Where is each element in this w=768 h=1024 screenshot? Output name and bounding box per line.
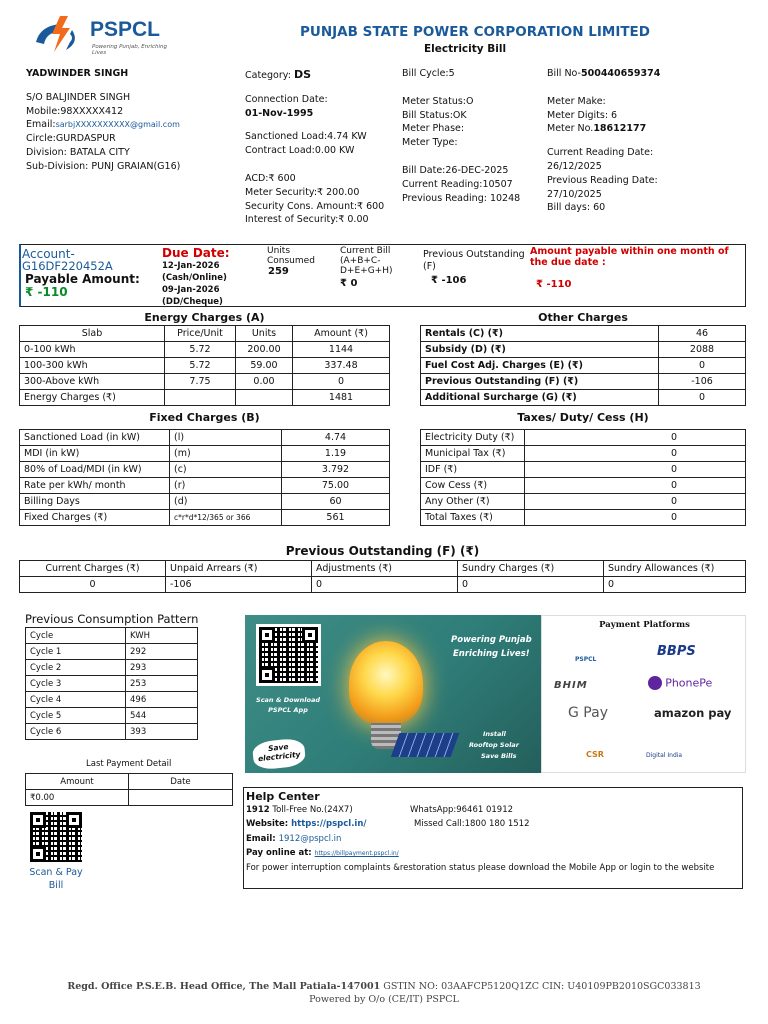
prev-outstanding: ₹ -106 <box>431 275 467 286</box>
table-row: 0-100 kWh 5.72 200.00 1144 <box>20 342 390 358</box>
table-row: 100-300 kWh 5.72 59.00 337.48 <box>20 358 390 374</box>
gpay-logo[interactable]: G Pay <box>568 705 608 721</box>
footer-line1: Regd. Office P.S.E.B. Head Office, The Mall Patiala-147001 GSTIN NO: 03AAFCP5120Q1ZC CIN: U40109PB2010SGC033813 <box>67 981 701 992</box>
whatsapp-number[interactable]: WhatsApp:96461 01912 <box>410 805 514 815</box>
consumer-subdivision: Sub-Division: PUNJ GRAIAN(G16) <box>26 160 181 172</box>
previous-reading-date-label: Previous Reading Date: <box>547 174 658 186</box>
meter-status: Meter Status:O <box>402 95 474 107</box>
taxes-table <box>420 429 746 526</box>
website-row: Website: https://pspcl.in/ <box>246 819 367 829</box>
pspcl-pay-logo[interactable]: PSPCL <box>575 656 597 663</box>
company-name: PUNJAB STATE POWER CORPORATION LIMITED <box>300 24 650 40</box>
category: Category: DS <box>245 68 311 81</box>
taxes-title: Taxes/ Duty/ Cess (H) <box>517 411 649 424</box>
current-reading: Current Reading:10507 <box>402 178 513 190</box>
bill-days: Bill days: 60 <box>547 202 606 214</box>
prev-outstanding-label: Previous Outstanding (F) <box>423 249 525 272</box>
app-download-qr-code[interactable] <box>256 624 321 686</box>
scan-download-line1: Scan & Download <box>256 696 320 704</box>
phonepe-logo[interactable]: PhonePe <box>648 676 712 690</box>
solar-line1: Install <box>483 730 506 738</box>
consumer-circle: Circle:GURDASPUR <box>26 133 116 145</box>
scan-download-line2: PSPCL App <box>268 706 308 714</box>
pspcl-logo <box>30 12 175 58</box>
pay-online-row: Pay online at: https://billpayment.pspcl.in/ <box>246 848 399 858</box>
current-bill: ₹ 0 <box>340 278 358 289</box>
table-row: IDF (₹) 0 <box>421 462 746 478</box>
sanctioned-load: Sanctioned Load:4.74 KW <box>245 131 367 143</box>
footer-line2: Powered by O/o (CE/IT) PSPCL <box>309 994 459 1005</box>
last-payment-table: Amount Date ₹0.00 <box>25 773 233 806</box>
bhim-logo[interactable]: BHIM <box>554 680 588 691</box>
table-row: Cycle 6 393 <box>26 724 198 740</box>
previous-reading-date: 27/10/2025 <box>547 188 602 200</box>
tollfree-number: 1912 Toll-Free No.(24X7) <box>246 805 353 815</box>
account-label: Account- <box>22 247 75 261</box>
table-row: Rate per kWh/ month (r) 75.00 <box>20 478 390 494</box>
other-charges-table <box>420 325 746 406</box>
bill-status: Bill Status:OK <box>402 109 467 121</box>
due-cheque-label: (DD/Cheque) <box>162 297 223 307</box>
energy-charges-table <box>19 325 390 406</box>
save-electricity-badge: Save electricity <box>252 737 307 770</box>
bill-number: Bill No-500440659374 <box>547 68 661 79</box>
interest-security: Interest of Security:₹ 0.00 <box>245 214 369 226</box>
meter-info <box>402 67 542 205</box>
contract-load: Contract Load:0.00 KW <box>245 145 355 157</box>
bill-cycle: Bill Cycle:5 <box>402 68 455 79</box>
energy-header-amount: Amount (₹) <box>293 326 390 342</box>
table-row: Previous Outstanding (F) (₹) -106 <box>421 374 746 390</box>
table-row: 300-Above kWh 7.75 0.00 0 <box>20 374 390 390</box>
phonepe-icon <box>648 676 662 690</box>
payment-platforms-panel <box>541 615 746 773</box>
table-row: Electricity Duty (₹) 0 <box>421 430 746 446</box>
meter-digits: Meter Digits: 6 <box>547 109 618 121</box>
connection-info <box>245 68 395 227</box>
bill-date: Bill Date:26-DEC-2025 <box>402 164 509 176</box>
table-row: Any Other (₹) 0 <box>421 494 746 510</box>
due-date-cheque: 09-Jan-2026 <box>162 285 220 295</box>
email-row: Email: 1912@pspcl.in <box>246 834 342 844</box>
csr-logo[interactable]: CSR <box>586 750 604 759</box>
slogan-line2: Enriching Lives! <box>453 649 530 659</box>
meter-make: Meter Make: <box>547 95 606 107</box>
within-month-amount: ₹ -110 <box>536 279 572 290</box>
energy-charges-title: Energy Charges (A) <box>144 311 265 324</box>
bill-info <box>547 67 747 215</box>
meter-phase: Meter Phase: <box>402 123 465 135</box>
consumer-info <box>26 67 241 174</box>
help-center-title: Help Center <box>246 790 320 803</box>
bill-subtitle: Electricity Bill <box>424 43 507 55</box>
logo-tagline: Powering Punjab, Enriching Lives <box>92 44 168 56</box>
fixed-charges-table <box>19 429 390 526</box>
payable-amount: ₹ -110 <box>25 285 68 299</box>
consumption-table: Cycle KWH Cycle 1 292 Cycle 2 293 Cycle 3 253 Cycle 4 496 Cycle 5 544 Cycle 6 393 <box>25 627 198 740</box>
table-row: MDI (in kW) (m) 1.19 <box>20 446 390 462</box>
consumer-name: YADWINDER SINGH <box>26 68 129 79</box>
table-row: Fixed Charges (₹) c*r*d*12/365 or 366 561 <box>20 510 390 526</box>
account-number: G16DF220452A <box>22 259 113 273</box>
table-row: Rentals (C) (₹) 46 <box>421 326 746 342</box>
table-row: 80% of Load/MDI (in kW) (c) 3.792 <box>20 462 390 478</box>
acd: ACD:₹ 600 <box>245 172 296 184</box>
solar-line3: Save Bills <box>481 752 517 760</box>
table-row: Municipal Tax (₹) 0 <box>421 446 746 462</box>
units-consumed-label: Units Consumed <box>267 246 315 266</box>
energy-header-units: Units <box>236 326 293 342</box>
slogan-line1: Powering Punjab <box>451 635 532 645</box>
table-row: Additional Surcharge (G) (₹) 0 <box>421 390 746 406</box>
solar-line2: Rooftop Solar <box>469 741 519 749</box>
meter-security: Meter Security:₹ 200.00 <box>245 186 360 198</box>
table-row: Subsidy (D) (₹) 2088 <box>421 342 746 358</box>
energy-header-slab: Slab <box>20 326 165 342</box>
consumer-email-row: Email:sarbjXXXXXXXXXX@gmail.com <box>26 119 180 131</box>
scan-pay-qr-code[interactable] <box>30 812 82 862</box>
table-row: Sanctioned Load (in kW) (l) 4.74 <box>20 430 390 446</box>
table-row: Cycle 1 292 <box>26 644 198 660</box>
amazon-pay-logo[interactable]: amazon pay <box>654 706 732 720</box>
meter-number: Meter No.18612177 <box>547 123 647 135</box>
due-online-label: (Cash/Online) <box>162 273 227 283</box>
bbps-logo[interactable]: BBPS <box>657 644 696 659</box>
connection-date-label: Connection Date: <box>245 93 328 105</box>
consumer-relation: S/O BALJINDER SINGH <box>26 91 131 103</box>
promo-banner <box>245 615 541 773</box>
payable-label: Payable Amount: <box>25 272 140 286</box>
scan-pay-label: Scan & Pay Bill <box>29 867 83 891</box>
solar-panel-icon <box>391 733 460 757</box>
table-row: ₹0.00 <box>26 790 233 806</box>
digital-india-logo[interactable]: Digital India <box>646 752 683 759</box>
table-row: Cycle 2 293 <box>26 660 198 676</box>
table-row: Cow Cess (₹) 0 <box>421 478 746 494</box>
table-row: Cycle 5 544 <box>26 708 198 724</box>
table-row: Energy Charges (₹) 1481 <box>20 390 390 406</box>
units-consumed: 259 <box>268 266 289 277</box>
meter-type: Meter Type: <box>402 137 458 149</box>
table-row: Billing Days (d) 60 <box>20 494 390 510</box>
consumption-title: Previous Consumption Pattern <box>25 612 199 626</box>
energy-header-price: Price/Unit <box>165 326 236 342</box>
previous-reading: Previous Reading: 10248 <box>402 192 521 204</box>
within-month-label: Amount payable within one month of the due date : <box>530 246 729 268</box>
help-email-link[interactable]: 1912@pspcl.in <box>278 834 342 844</box>
current-reading-date: 26/12/2025 <box>547 160 602 172</box>
security-cons-amount: Security Cons. Amount:₹ 600 <box>245 200 385 212</box>
logo-text: PSPCL <box>90 18 161 41</box>
help-center-box <box>243 787 743 889</box>
help-note: For power interruption complaints &restoration status please download the Mobile App or login to the website <box>246 863 715 873</box>
pay-online-link[interactable]: https://billpayment.pspcl.in/ <box>314 850 399 857</box>
bulb-icon <box>349 641 423 725</box>
prev-outstanding-title: Previous Outstanding (F) (₹) <box>285 544 480 558</box>
website-link[interactable]: https://pspcl.in/ <box>291 819 367 829</box>
fixed-charges-title: Fixed Charges (B) <box>149 411 260 424</box>
consumer-division: Division: BATALA CITY <box>26 146 130 158</box>
connection-date: 01-Nov-1995 <box>245 107 314 119</box>
other-charges-title: Other Charges <box>538 311 628 324</box>
table-row: 0 -106 0 0 0 <box>20 577 746 593</box>
consumer-email: sarbjXXXXXXXXXX@gmail.com <box>55 120 180 130</box>
table-row: Total Taxes (₹) 0 <box>421 510 746 526</box>
prev-outstanding-table: Current Charges (₹) Unpaid Arrears (₹) Adjustments (₹) Sundry Charges (₹) Sundry Allowances (₹) 0 -106 0 0 0 <box>19 560 746 593</box>
summary-box <box>19 244 746 307</box>
payment-platforms-title: Payment Platforms <box>599 620 690 630</box>
table-row: Fuel Cost Adj. Charges (E) (₹) 0 <box>421 358 746 374</box>
missed-call-number[interactable]: Missed Call:1800 180 1512 <box>414 819 530 829</box>
current-reading-date-label: Current Reading Date: <box>547 147 654 159</box>
consumer-mobile: Mobile:98XXXXX412 <box>26 105 124 117</box>
due-date-label: Due Date: <box>162 246 230 260</box>
due-date-online: 12-Jan-2026 <box>162 261 220 271</box>
last-payment-title: Last Payment Detail <box>86 759 172 769</box>
table-row: Cycle 4 496 <box>26 692 198 708</box>
current-bill-label: Current Bill (A+B+C-D+E+G+H) <box>340 246 393 276</box>
table-row: Cycle 3 253 <box>26 676 198 692</box>
pspcl-logo-icon <box>30 12 90 58</box>
